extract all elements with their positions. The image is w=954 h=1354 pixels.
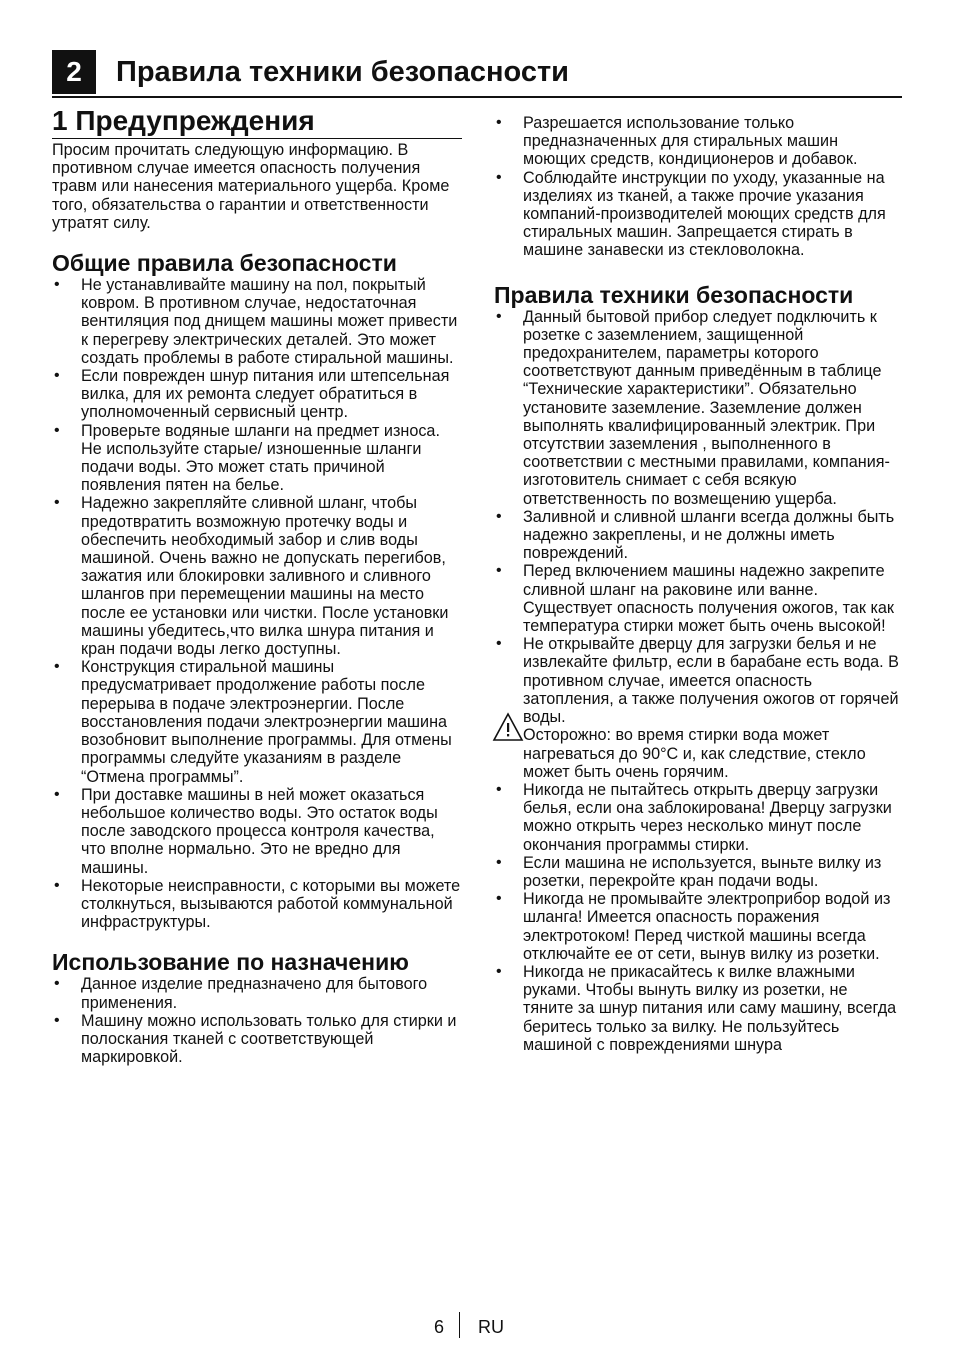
top-list [494,114,902,260]
list-item: • Не открывайте дверцу для загрузки белья и не извлекайте фильтр, если в барабане есть вода. В противном случае, имеется опасность затопления, а также получения ожогов от горячей воды. [494,635,902,726]
hot-glass-warning [494,726,902,781]
electrical-safety-list [494,308,902,727]
list-item: • Конструкция стиральной машины предусматривает продолжение работы после перерыва в подаче электроэнергии. После восстановления подачи электроэнергии машина возобновит выполнение программы. Для отмены программы следуйте указаниям в разделе “Отмена программы”. [52,658,462,785]
intended-use-heading: Использование по назначению [52,949,409,976]
section-title: 1 Предупреждения [52,104,462,139]
intro-paragraph: Просим прочитать следующую информацию. В противном случае имеется опасность получения травм или нанесения материального ущерба. Кроме того, обязательства о гарантии и ответственности утратят силу. [52,141,450,232]
list-item: • Перед включением машины надежно закрепите сливной шланг на раковине или ванне. Существует опасность получения ожогов, так как температура стирки может быть очень высокой! [494,562,902,635]
list-item: • Разрешается использование только предназначенных для стиральных машин моющих средств, кондиционеров и добавок. [494,114,902,169]
chapter-title: Правила техники безопасности [116,56,569,88]
right-column [494,114,902,1054]
electrical-safety-list-continued [494,781,902,1054]
list-item: • Если машина не используется, выньте вилку из розетки, перекройте кран подачи воды. [494,854,902,890]
list-item: • При доставке машины в ней может оказаться небольшое количество воды. Это остаток воды после заводского процесса контроля качества, что вполне нормально. Это не вредно для машины. [52,786,462,877]
list-item: • Данное изделие предназначено для бытового применения. [52,975,462,1011]
chapter-number: 2 [52,50,96,94]
list-item: • Надежно закрепляйте сливной шланг, чтобы предотвратить возможную протечку воды и обеспечить необходимый забор и слив воды машиной. Очень важно не допускать перегибов, зажатия или блокировки заливного и сливного шлангов при перемещении машины на место после ее установки или чистки. После установки машины убедитесь,что вилка шнура питания и кран подачи воды легко доступны. [52,494,462,658]
list-item: • Некоторые неисправности, с которыми вы можете столкнуться, вызываются работой коммунальной инфраструктуры. [52,877,462,932]
list-item: • Никогда не пытайтесь открыть дверцу загрузки белья, если она заблокирована! Дверцу загрузки можно открыть через несколько минут после окончания программы стирки. [494,781,902,854]
language-code: RU [478,1317,504,1337]
list-item: • Машину можно использовать только для стирки и полоскания тканей с соответствующей маркировкой. [52,1012,462,1067]
left-column [52,104,462,1066]
general-safety-list [52,276,462,931]
list-item: • Заливной и сливной шланги всегда должны быть надежно закреплены, и не должны иметь повреждений. [494,508,902,563]
footer-divider [459,1312,460,1338]
chapter-header [52,50,902,98]
warning-triangle-icon [492,712,524,742]
list-item: • Соблюдайте инструкции по уходу, указанные на изделиях из тканей, а также прочие указания компаний-производителей моющих средств для стиральных машин. Запрещается стирать в машине занавески из стекловолокна. [494,169,902,260]
list-item: • Если поврежден шнур питания или штепсельная вилка, для их ремонта следует обратиться в уполномоченный сервисный центр. [52,367,462,422]
list-item: • Проверьте водяные шланги на предмет износа. Не используйте старые/ изношенные шланги подачи воды. Это может стать причиной появления пятен на белье. [52,422,462,495]
list-item: • Не устанавливайте машину на пол, покрытый ковром. В противном случае, недостаточная вентиляция под днищем машины может привести к перегреву электрических деталей. Это может создать проблемы в работе стиральной машины. [52,276,462,367]
general-safety-heading: Общие правила безопасности [52,250,397,277]
intended-use-list [52,975,462,1066]
list-item: • Никогда не прикасайтесь к вилке влажными руками. Чтобы вынуть вилку из розетки, не тяните за шнур питания или саму машину, всегда беритесь только за вилку. Не пользуйтесь машиной с повреждениями шнура [494,963,902,1054]
electrical-safety-heading: Правила техники безопасности [494,281,854,308]
list-item: • Никогда не промывайте электроприбор водой из шланга! Имеется опасность поражения электротоком! Перед чисткой машины всегда отключайте ее от сети, вынув вилку из розетки. [494,890,902,963]
warning-text: Осторожно: во время стирки вода может нагреваться до 90°С и, как следствие, стекло может быть очень горячим. [523,726,866,781]
page-number: 6 [434,1317,445,1337]
list-item: • Данный бытовой прибор следует подключить к розетке с заземлением, защищенной предохранителем, параметры которого соответствуют данным приведённым в таблице “Технические характеристики”. Обязательно установите заземление. Заземление должен выполнять квалифицированный электрик. При отсутствии заземления , выполненного в соответствии с местными правилами, компания-изготовитель снимает с себя всякую ответственность по возмещению ущерба. [494,308,902,508]
